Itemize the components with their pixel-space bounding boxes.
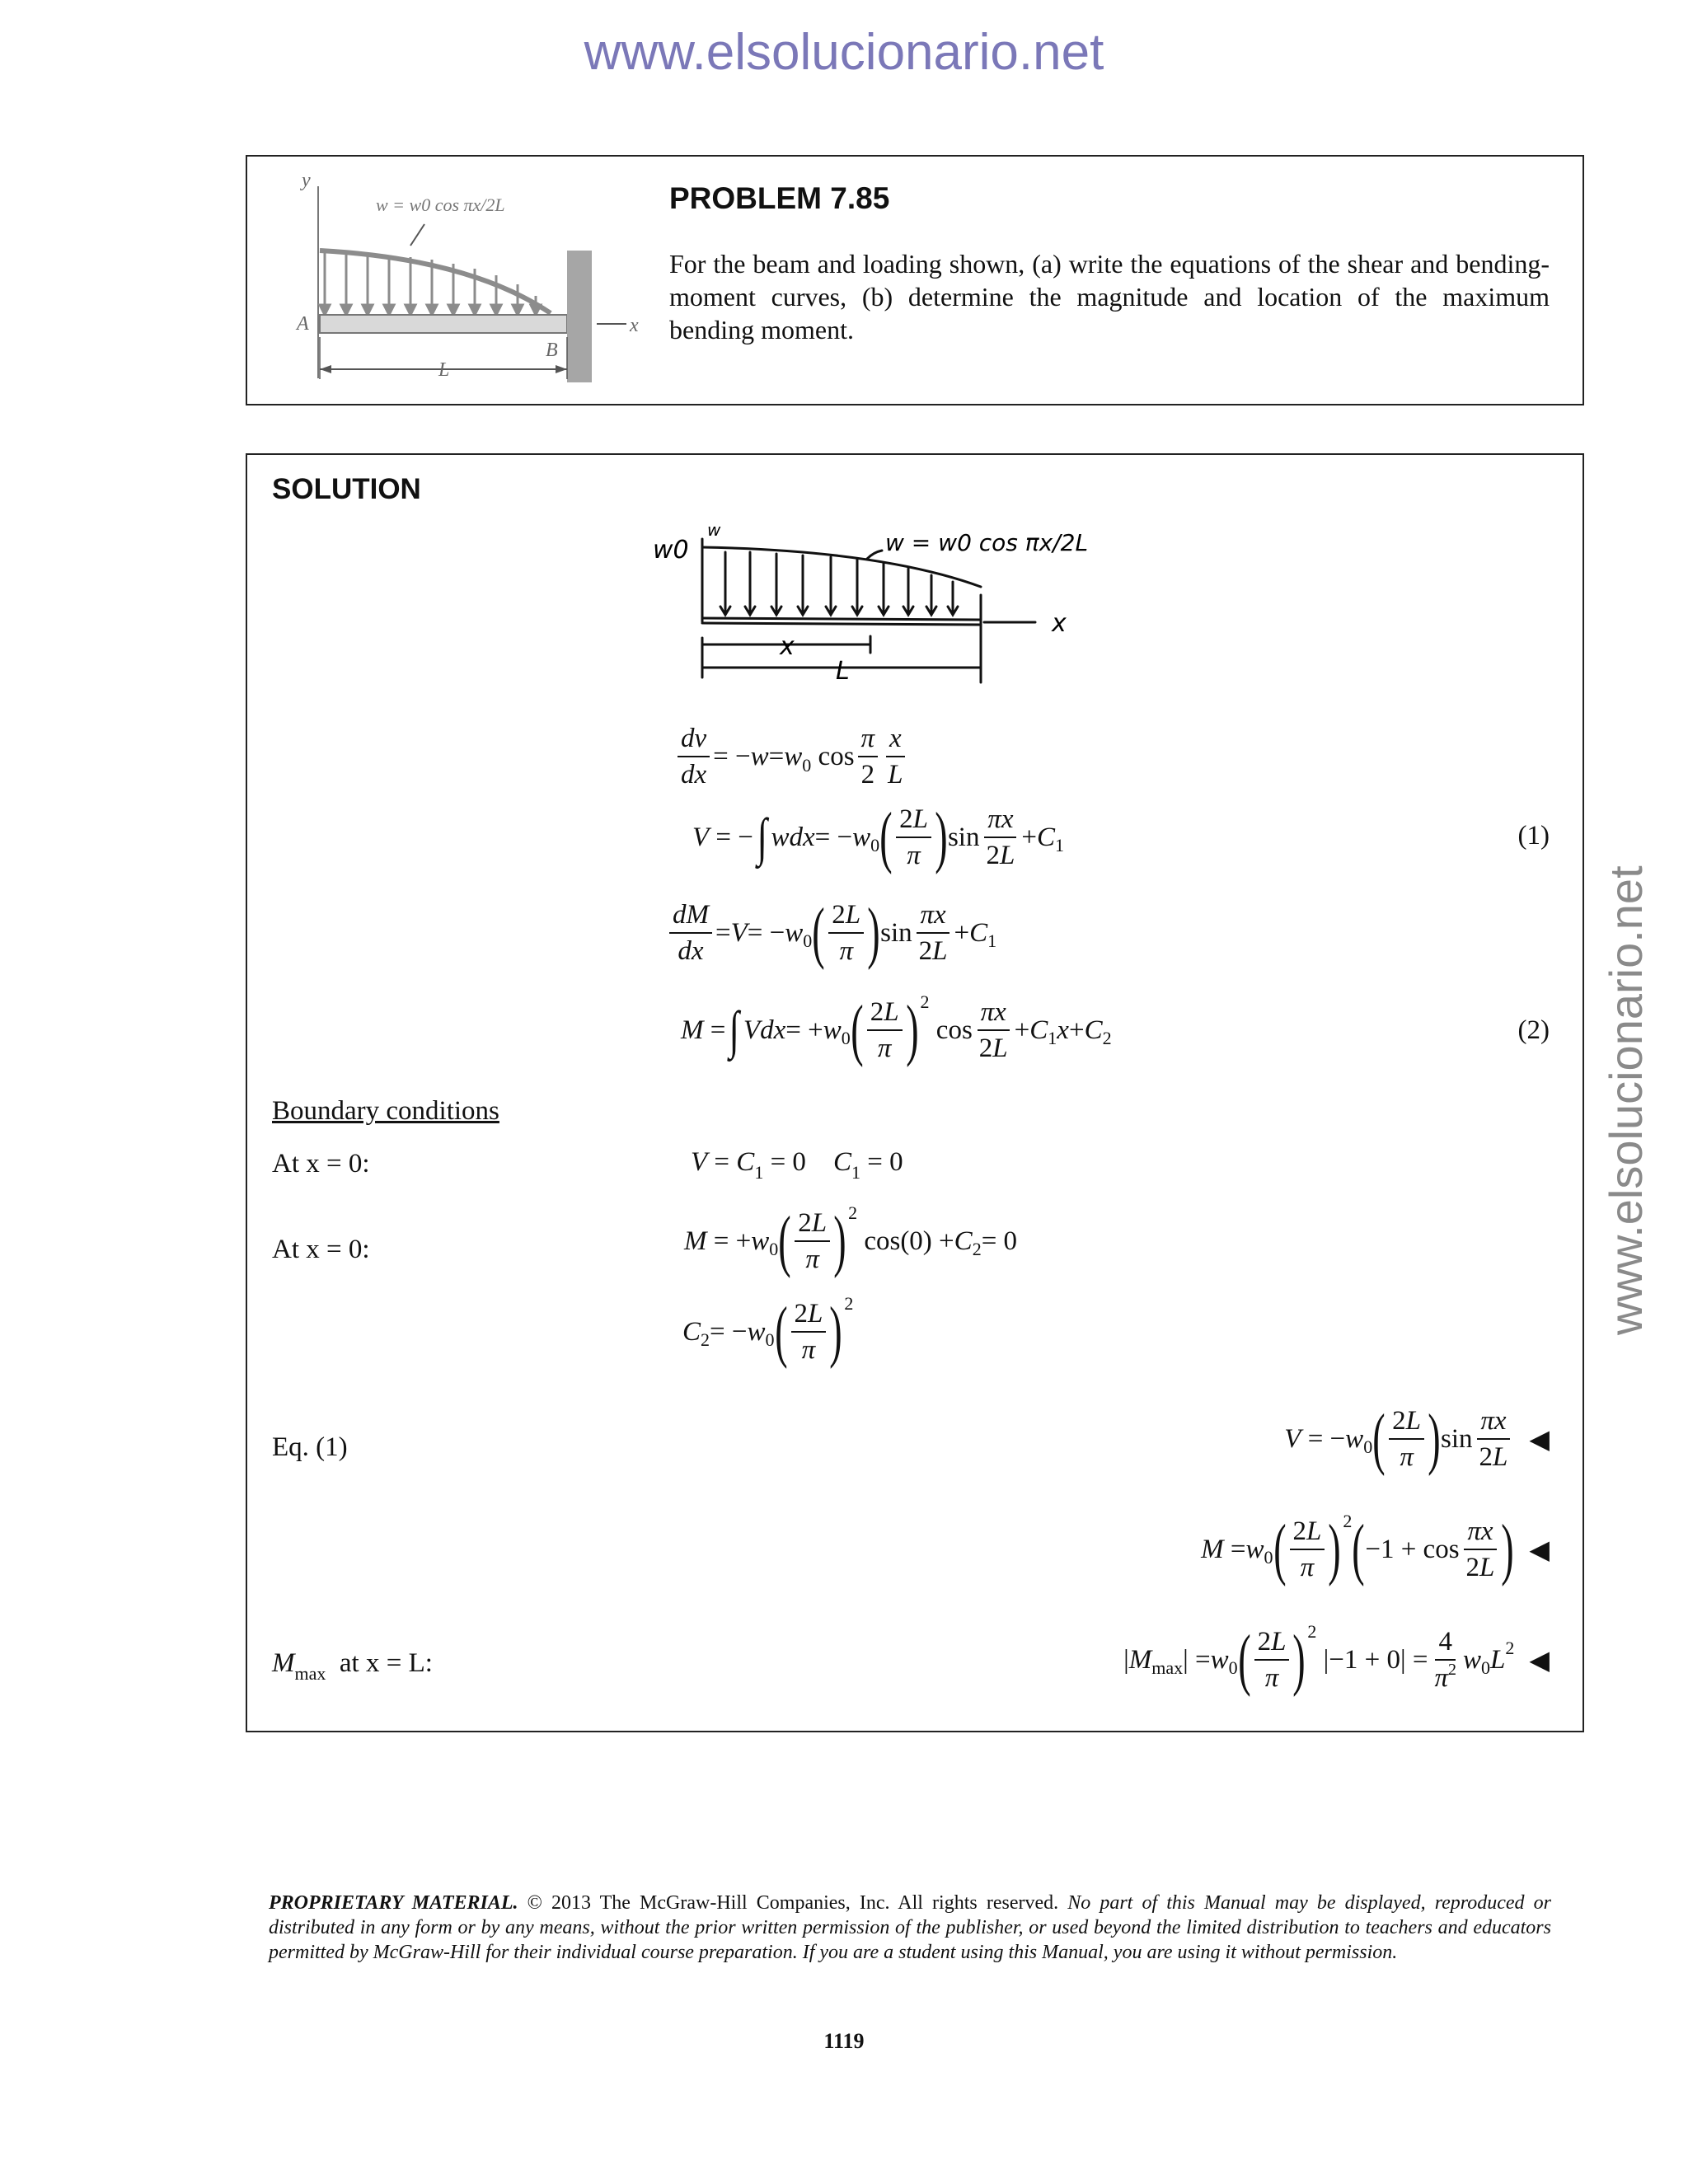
sketch-label-x: x <box>1052 609 1067 638</box>
sketch-dim-x: x <box>780 632 795 661</box>
page-number: 1119 <box>823 2029 865 2053</box>
solution-title: SOLUTION <box>272 473 421 505</box>
eq-dvdx: $\frac{dv}{dx}$ = − w = w 0 cos $\frac{\pi}{2}$ $\frac{x}{L}$ <box>674 725 909 789</box>
footer-copyright <box>269 1891 1551 1965</box>
fig-label-load: w = w0 cos πx/2L <box>376 194 505 215</box>
answer-m: M = w 0 ( $\frac{2L}{\pi}$ ) 2 ( −1 + cos $\frac{\pi x}{2L}$ ) ◀ <box>1201 1511 1550 1587</box>
eq-bc-m: M = + w 0 ( $\frac{2L}{\pi}$ ) 2 cos(0) + C 2 = 0 <box>684 1202 1018 1279</box>
eq-bc-v: $V = C_1 = 0$ $C_1 = 0$ <box>691 1147 903 1183</box>
eq-c2: C 2 = − w 0 ( $\frac{2L}{\pi}$ ) 2 <box>682 1293 854 1370</box>
fig-label-x: x <box>630 315 639 336</box>
problem-title: PROBLEM 7.85 <box>669 181 890 215</box>
problem-figure <box>264 168 651 391</box>
label-at-x0-b: At x = 0: <box>272 1235 370 1264</box>
answer-mmax: | M max | = w 0 ( $\frac{2L}{\pi}$ ) 2 |−1 + 0| = $\frac{4}{\pi^2}$ w 0 L 2 ◀ <box>1123 1621 1550 1698</box>
label-mmax: $M_{max}$ at x = L: <box>272 1648 433 1684</box>
solution-box <box>246 453 1584 1732</box>
eq-number-1: (1) <box>1517 821 1550 851</box>
sketch-label-load: w = w0 cos πx/2L <box>885 529 1089 556</box>
fig-label-a: A <box>297 313 309 335</box>
footer-normal: © 2013 The McGraw-Hill Companies, Inc. All rights reserved. <box>518 1892 1059 1914</box>
sketch-dim-l: L <box>836 657 850 686</box>
sketch-label-w0: w0 <box>653 536 689 565</box>
solution-sketch <box>635 521 1162 694</box>
label-mmax-at: at x = L: <box>339 1648 433 1678</box>
label-at-x0-a: At x = 0: <box>272 1149 370 1179</box>
footer-italic: No part of this Manual may be displayed, reproduced or distributed in any form or by any means, without the prior written permission of the publisher, or used beyond the limited distribution to teachers and educators permitted by McGraw-Hill for their individual course preparation. If you are a student using this Manual, you are using it without permission. <box>269 1892 1551 1963</box>
problem-box <box>246 155 1584 405</box>
footer-bold: PROPRIETARY MATERIAL. <box>269 1892 518 1914</box>
eq-number-2: (2) <box>1517 1015 1550 1045</box>
boundary-heading: Boundary conditions <box>272 1096 499 1126</box>
fig-label-l: L <box>438 359 450 381</box>
watermark-side: www.elsolucionario.net <box>1600 865 1652 1335</box>
label-eq1: Eq. (1) <box>272 1432 348 1462</box>
eq-v: V = − ∫ wdx = − w 0 ( $\frac{2L}{\pi}$ ) sin $\frac{\pi x}{2L}$ + C 1 <box>692 799 1064 875</box>
problem-text: For the beam and loading shown, (a) write the equations of the shear and bending-moment curves, (b) determine the magnitude and location of the maximum bending moment. <box>669 249 1550 344</box>
sketch-label-w: w <box>707 521 721 540</box>
answer-v: V = − w 0 ( $\frac{2L}{\pi}$ ) sin $\frac{\pi x}{2L}$ ◀ <box>1284 1400 1550 1477</box>
eq-dmdx: $\frac{dM}{dx}$ = V = − w 0 ( $\frac{2L}{\pi}$ ) sin $\frac{\pi x}{2L}$ + C 1 <box>666 898 996 968</box>
watermark-top: www.elsolucionario.net <box>584 24 1104 81</box>
fig-label-y: y <box>302 170 311 191</box>
eq-m: M = ∫ Vdx = + w 0 ( $\frac{2L}{\pi}$ ) 2 cos $\frac{\pi x}{2L}$ + C 1 x + C 2 <box>681 991 1112 1068</box>
fig-label-b: B <box>546 340 558 361</box>
